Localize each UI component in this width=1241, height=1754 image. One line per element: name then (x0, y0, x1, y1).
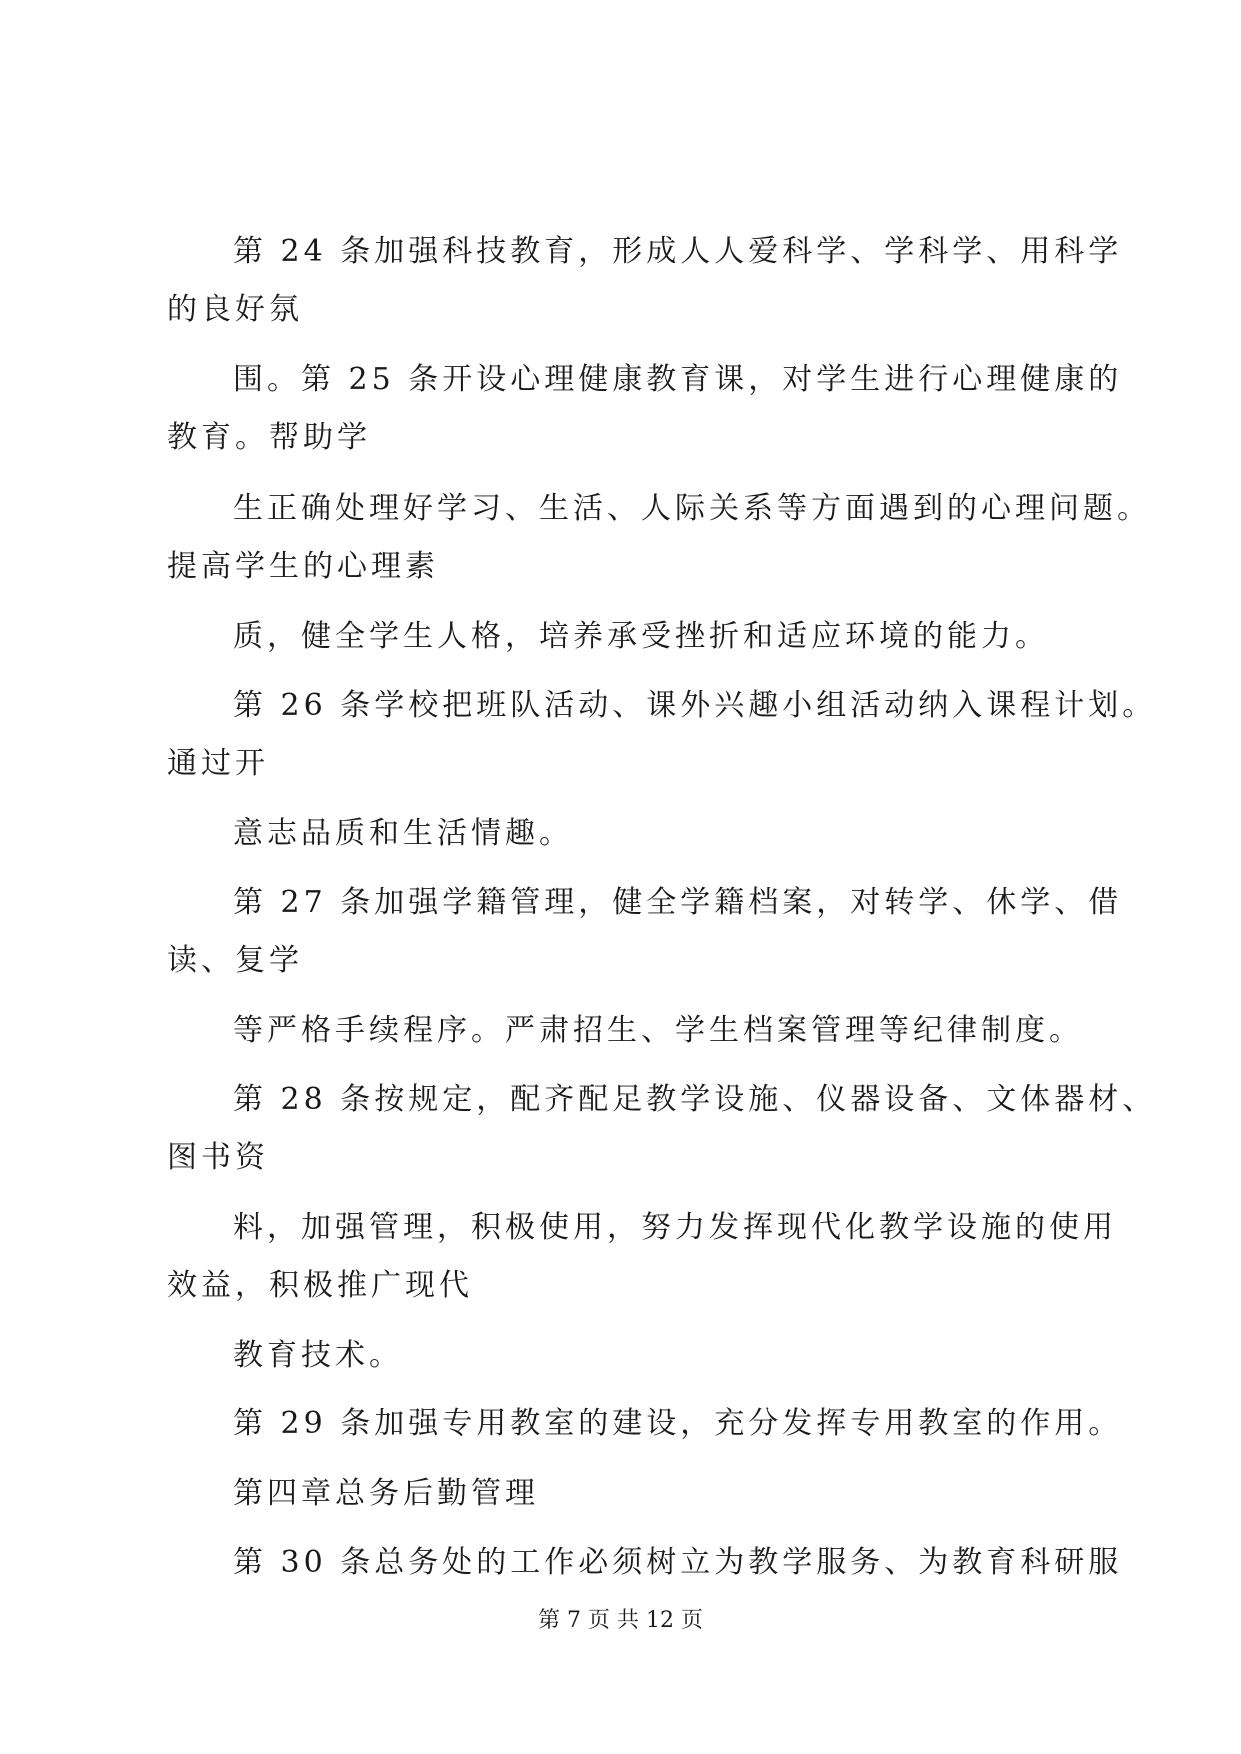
text-line: 等严格手续程序。严肃招生、学生档案管理等纪律制度。 (233, 1013, 1083, 1048)
text-line: 读、复学 (167, 943, 303, 978)
text-line: 第 30 条总务处的工作必须树立为教学服务、为教育科研服 (233, 1545, 1123, 1580)
text-line: 教育。帮助学 (167, 420, 371, 455)
page-number-footer: 第 7 页 共 12 页 (538, 1608, 703, 1633)
text-line: 第 28 条按规定，配齐配足教学设施、仪器设备、文体器材、 (233, 1082, 1157, 1117)
text-line: 效益，积极推广现代 (167, 1268, 473, 1303)
text-line: 第 27 条加强学籍管理，健全学籍档案，对转学、休学、借 (233, 885, 1123, 920)
text-line: 意志品质和生活情趣。 (233, 816, 573, 851)
text-line: 生正确处理好学习、生活、人际关系等方面遇到的心理问题。 (233, 491, 1151, 526)
chapter-heading: 第四章总务后勤管理 (233, 1476, 539, 1511)
text-line: 的良好氛 (167, 292, 303, 327)
text-line: 第 26 条学校把班队活动、课外兴趣小组活动纳入课程计划。 (233, 688, 1157, 723)
text-line: 第 24 条加强科技教育，形成人人爱科学、学科学、用科学 (233, 234, 1123, 269)
text-line: 通过开 (167, 746, 269, 781)
text-line: 质，健全学生人格，培养承受挫折和适应环境的能力。 (233, 619, 1049, 654)
text-line: 围。第 25 条开设心理健康教育课，对学生进行心理健康的 (233, 362, 1123, 397)
text-line: 教育技术。 (233, 1338, 403, 1373)
text-line: 图书资 (167, 1140, 269, 1175)
text-line: 第 29 条加强专用教室的建设，充分发挥专用教室的作用。 (233, 1406, 1123, 1441)
text-line: 料，加强管理，积极使用，努力发挥现代化教学设施的使用 (233, 1210, 1117, 1245)
text-line: 提高学生的心理素 (167, 549, 439, 584)
